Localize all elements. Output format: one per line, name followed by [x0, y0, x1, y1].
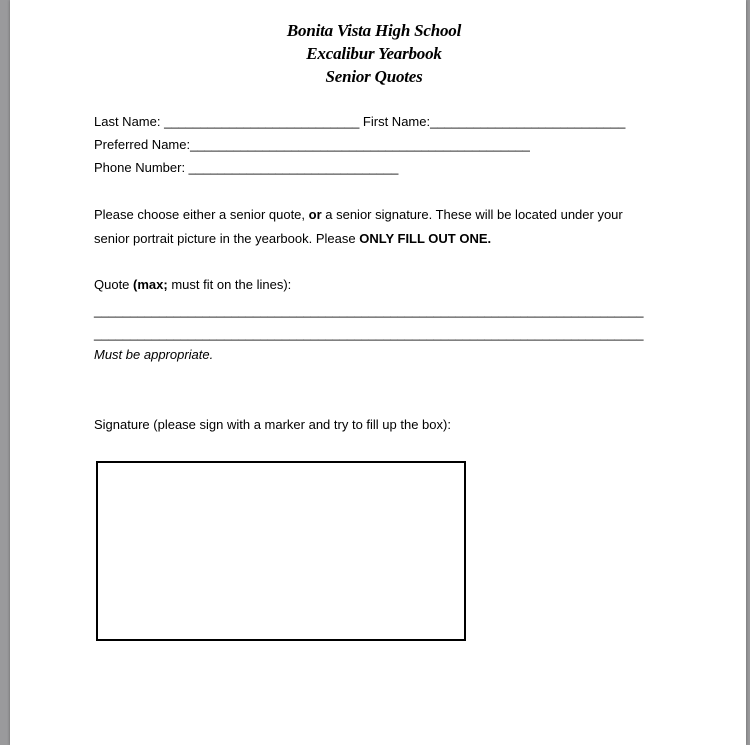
phone-field[interactable]: _____________________________	[185, 160, 399, 175]
phone-row	[94, 160, 398, 176]
document-header	[10, 19, 738, 88]
quote-label-max: (max;	[133, 277, 168, 292]
yearbook-name: Excalibur Yearbook	[306, 44, 442, 63]
instructions-text-1a: Please choose either a senior quote,	[94, 207, 309, 222]
instructions-or: or	[308, 207, 322, 222]
school-name: Bonita Vista High School	[286, 21, 462, 40]
instructions-line-2	[94, 231, 491, 247]
name-row	[94, 114, 625, 130]
quote-line-1[interactable]: ____________________________________________________________________________	[94, 303, 644, 318]
quote-label-text: Quote	[94, 277, 134, 292]
form-title: Senior Quotes	[325, 67, 423, 86]
first-name-field[interactable]: ___________________________	[430, 114, 626, 129]
preferred-name-row	[94, 137, 530, 153]
quote-note	[94, 347, 213, 363]
phone-label: Phone Number:	[94, 160, 186, 175]
quote-line-2[interactable]: ____________________________________________________________________________	[94, 326, 644, 341]
signature-label: Signature (please sign with a marker and try to fill up the box):	[94, 417, 451, 432]
quote-note-text: Must be appropriate.	[94, 347, 214, 362]
preferred-name-label: Preferred Name:	[94, 137, 191, 152]
last-name-field[interactable]: ___________________________	[160, 114, 363, 129]
preferred-name-field[interactable]: _______________________________________________	[190, 137, 530, 152]
first-name-label: First Name:	[362, 114, 431, 129]
quote-label	[94, 277, 291, 293]
quote-label-rest: must fit on the lines):	[167, 277, 292, 292]
document-page	[10, 0, 746, 745]
instructions-emphasis: ONLY FILL OUT ONE.	[359, 231, 492, 246]
instructions-text-2a: senior portrait picture in the yearbook. Please	[94, 231, 360, 246]
last-name-label: Last Name:	[94, 114, 161, 129]
instructions-text-1b: a senior signature. These will be located under your	[321, 207, 623, 222]
instructions-line-1	[94, 207, 623, 223]
signature-box[interactable]	[96, 461, 466, 641]
